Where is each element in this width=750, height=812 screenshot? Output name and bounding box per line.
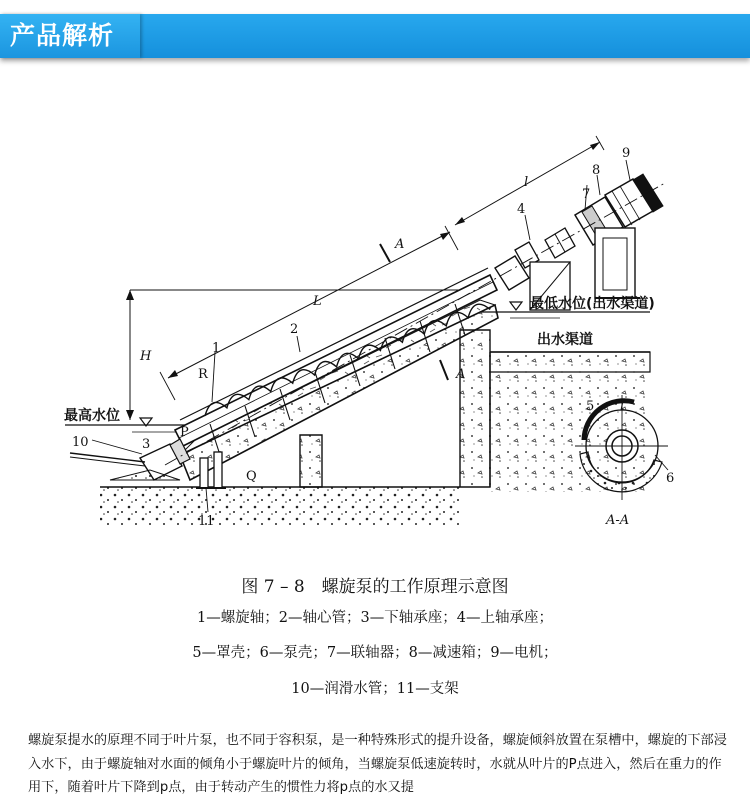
label-r: R (198, 367, 208, 382)
label-a-mid: A (456, 367, 466, 382)
description-paragraph: 螺旋泵提水的原理不同于叶片泵，也不同于容积泵，是一种特殊形式的提升设备，螺旋倾斜放置在泵槽中，螺旋的下部浸入水下，由于螺旋轴对水面的倾角小于螺旋叶片的倾角，当螺旋泵低速旋转时，水就从叶片的P点进入，然后在重力的作用下，随着叶片下降到p点，由于转动产生的惯性力将p点的水又提 (28, 733, 727, 795)
label-1: 1 (212, 341, 221, 356)
label-6: 6 (666, 471, 675, 486)
legend-line-3: 10—润滑水管；11—支架 (291, 681, 459, 697)
description-text (28, 729, 728, 800)
screw-pump-diagram (0, 120, 750, 540)
label-5: 5 (586, 399, 595, 414)
label-11: 11 (198, 514, 215, 529)
ground-floor (100, 487, 460, 525)
pump-trough (180, 300, 498, 480)
figure-caption: 图 7 – 8 螺旋泵的工作原理示意图 (241, 577, 509, 597)
label-l-length: L (313, 294, 322, 309)
label-q: Q (246, 469, 257, 484)
label-8: 8 (592, 163, 601, 178)
label-3: 3 (142, 437, 151, 452)
label-9: 9 (622, 146, 631, 161)
outlet-channel-label: 出水渠道 (537, 332, 593, 348)
label-l-top: l (524, 175, 529, 190)
label-10: 10 (72, 435, 89, 450)
section-label: A-A (606, 513, 630, 528)
min-water-level-symbol (510, 302, 522, 310)
label-4: 4 (517, 202, 526, 217)
page-title: 产品解析 (10, 21, 115, 50)
legend-line-2: 5—罩壳；6—泵壳；7—联轴器；8—减速箱；9—电机； (192, 645, 558, 661)
screw-shaft (175, 275, 497, 446)
label-2: 2 (290, 322, 299, 337)
legend-line-1: 1—螺旋轴；2—轴心管；3—下轴承座；4—上轴承座； (197, 610, 553, 626)
label-7: 7 (582, 187, 591, 202)
label-p: P (180, 425, 189, 440)
lubrication-pipe (70, 453, 145, 462)
coupling (545, 228, 575, 258)
min-water-level-label: 最低水位(出水渠道) (530, 296, 655, 312)
label-h: H (140, 349, 152, 364)
label-l-section: l (620, 399, 625, 414)
max-water-level-label: 最高水位 (64, 408, 120, 424)
label-a-top: A (395, 237, 405, 252)
